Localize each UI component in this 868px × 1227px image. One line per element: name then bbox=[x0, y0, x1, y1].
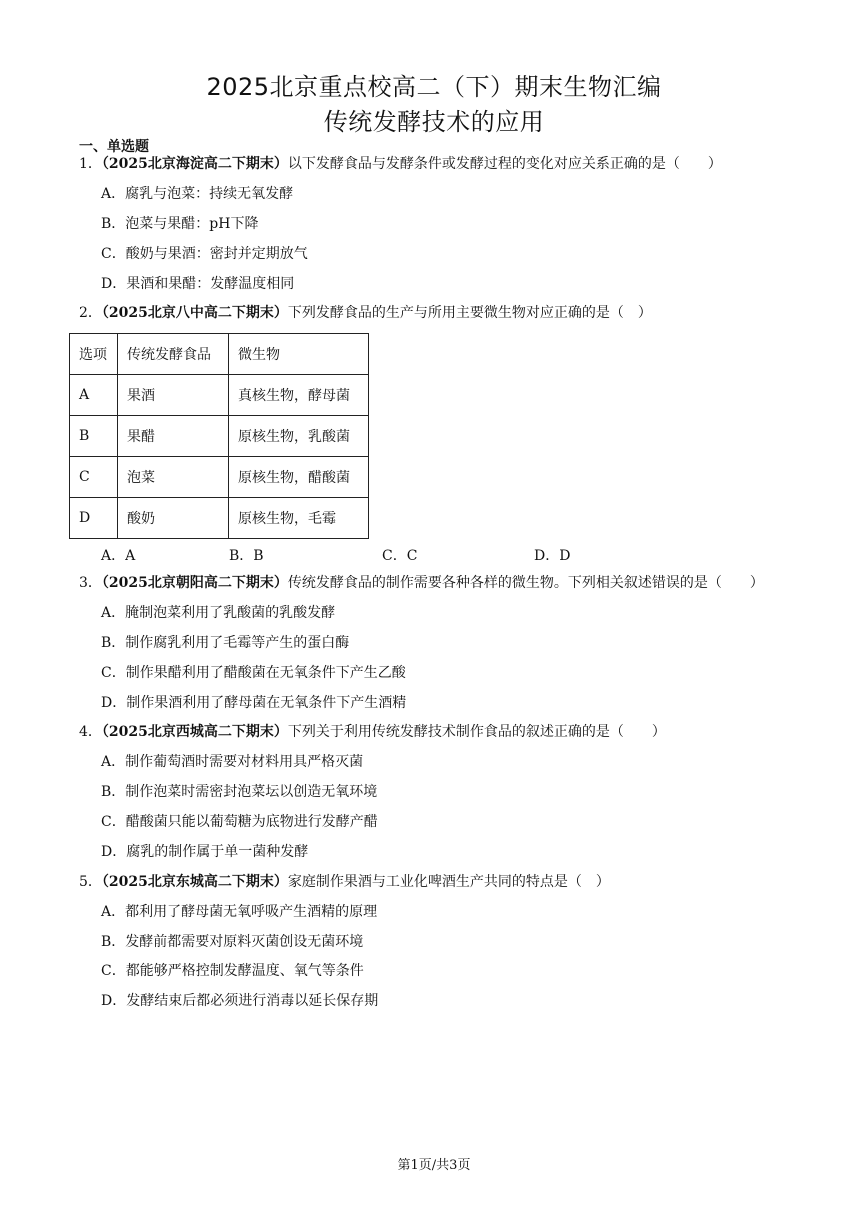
section-heading: 一、单选题 bbox=[79, 139, 149, 155]
question-stem: 家庭制作果酒与工业化啤酒生产共同的特点是（ ） bbox=[287, 874, 610, 890]
option-label: D． bbox=[534, 548, 560, 564]
option-d bbox=[101, 992, 378, 1010]
option-c bbox=[101, 664, 406, 682]
question-number: 4． bbox=[79, 724, 102, 740]
option-label: B． bbox=[101, 635, 126, 651]
table-row bbox=[70, 498, 369, 539]
option-text: 制作泡菜时需密封泡菜坛以创造无氧环境 bbox=[125, 784, 378, 800]
option-c bbox=[101, 245, 308, 263]
question-4 bbox=[79, 723, 666, 741]
option-text: 腐乳的制作属于单一菌种发酵 bbox=[126, 844, 309, 860]
question-1 bbox=[79, 155, 722, 173]
question-stem: 以下发酵食品与发酵条件或发酵过程的变化对应关系正确的是（ ） bbox=[287, 156, 722, 172]
page-footer: 第1页/共3页 bbox=[397, 1158, 471, 1173]
option-label: B． bbox=[101, 934, 126, 950]
option-text: 制作果醋利用了醋酸菌在无氧条件下产生乙酸 bbox=[125, 665, 406, 681]
question-stem: 传统发酵食品的制作需要各种各样的微生物。下列相关叙述错误的是（ ） bbox=[287, 575, 764, 591]
option-text: 酸奶与果酒：密封并定期放气 bbox=[125, 246, 308, 262]
table-cell: 泡菜 bbox=[118, 457, 229, 498]
question-3 bbox=[79, 574, 764, 592]
table-cell: 原核生物，乳酸菌 bbox=[229, 416, 369, 457]
option-label: D． bbox=[101, 695, 127, 711]
question-source: （2025北京东城高二下期末） bbox=[101, 874, 288, 890]
question-source: （2025北京西城高二下期末） bbox=[101, 724, 288, 740]
question-source: （2025北京八中高二下期末） bbox=[101, 305, 288, 321]
question-stem: 下列发酵食品的生产与所用主要微生物对应正确的是（ ） bbox=[287, 305, 652, 321]
table-header: 选项 bbox=[70, 334, 118, 375]
option-label: A． bbox=[101, 605, 126, 621]
question-source: （2025北京朝阳高二下期末） bbox=[101, 575, 288, 591]
option-label: A． bbox=[101, 548, 126, 564]
option-text: 制作葡萄酒时需要对材料用具严格灭菌 bbox=[125, 754, 364, 770]
option-d bbox=[101, 843, 308, 861]
question-number: 5． bbox=[79, 874, 102, 890]
option-c bbox=[101, 962, 364, 980]
choice-a bbox=[101, 545, 135, 565]
option-a bbox=[101, 753, 363, 771]
question-2 bbox=[79, 304, 652, 322]
document-title: 2025北京重点校高二（下）期末生物汇编 bbox=[206, 73, 662, 101]
option-label: B． bbox=[101, 784, 126, 800]
question-5 bbox=[79, 873, 610, 891]
option-b bbox=[101, 215, 258, 233]
option-label: A． bbox=[101, 904, 126, 920]
option-c bbox=[101, 813, 378, 831]
table-header: 微生物 bbox=[229, 334, 369, 375]
question-number: 2． bbox=[79, 305, 102, 321]
question-number: 3． bbox=[79, 575, 102, 591]
question-source: （2025北京海淀高二下期末） bbox=[101, 156, 288, 172]
option-text: 都利用了酵母菌无氧呼吸产生酒精的原理 bbox=[125, 904, 378, 920]
option-text: A bbox=[125, 548, 136, 564]
option-label: C． bbox=[101, 246, 126, 262]
option-label: D． bbox=[101, 276, 127, 292]
option-a bbox=[101, 185, 293, 203]
choice-c bbox=[382, 545, 417, 565]
document-subtitle: 传统发酵技术的应用 bbox=[323, 108, 545, 136]
option-a bbox=[101, 903, 377, 921]
option-label: B． bbox=[229, 548, 254, 564]
question-stem: 下列关于利用传统发酵技术制作食品的叙述正确的是（ ） bbox=[287, 724, 666, 740]
option-label: A． bbox=[101, 186, 126, 202]
option-label: A． bbox=[101, 754, 126, 770]
table-cell: D bbox=[70, 498, 118, 539]
table-header: 传统发酵食品 bbox=[118, 334, 229, 375]
option-text: 泡菜与果醋：pH下降 bbox=[125, 216, 259, 232]
table-cell: 酸奶 bbox=[118, 498, 229, 539]
option-d bbox=[101, 694, 406, 712]
option-label: C． bbox=[101, 963, 126, 979]
option-label: C． bbox=[382, 548, 407, 564]
option-label: C． bbox=[101, 814, 126, 830]
choice-b bbox=[229, 545, 264, 565]
option-d bbox=[101, 275, 294, 293]
option-label: D． bbox=[101, 993, 127, 1009]
table-cell: C bbox=[70, 457, 118, 498]
table-row bbox=[70, 375, 369, 416]
question-number: 1． bbox=[79, 156, 102, 172]
option-text: 发酵结束后都必须进行消毒以延长保存期 bbox=[126, 993, 379, 1009]
table-cell: 果醋 bbox=[118, 416, 229, 457]
option-label: D． bbox=[101, 844, 127, 860]
table-cell: 真核生物，酵母菌 bbox=[229, 375, 369, 416]
table-row bbox=[70, 416, 369, 457]
option-label: B． bbox=[101, 216, 126, 232]
option-text: D bbox=[559, 548, 571, 564]
option-text: 制作腐乳利用了毛霉等产生的蛋白酶 bbox=[125, 635, 350, 651]
choice-d bbox=[534, 545, 570, 565]
table-header-row bbox=[70, 334, 369, 375]
option-a bbox=[101, 604, 335, 622]
option-b bbox=[101, 634, 349, 652]
table-cell: 果酒 bbox=[118, 375, 229, 416]
option-label: C． bbox=[101, 665, 126, 681]
option-text: 腐乳与泡菜：持续无氧发酵 bbox=[125, 186, 294, 202]
table-cell: 原核生物，毛霉 bbox=[229, 498, 369, 539]
table-cell: A bbox=[70, 375, 118, 416]
answer-table bbox=[69, 333, 369, 539]
option-text: 腌制泡菜利用了乳酸菌的乳酸发酵 bbox=[125, 605, 336, 621]
option-text: B bbox=[253, 548, 264, 564]
option-text: 果酒和果醋：发酵温度相同 bbox=[126, 276, 295, 292]
option-text: 制作果酒利用了酵母菌在无氧条件下产生酒精 bbox=[126, 695, 407, 711]
option-text: 都能够严格控制发酵温度、氧气等条件 bbox=[125, 963, 364, 979]
table-row bbox=[70, 457, 369, 498]
option-text: 发酵前都需要对原料灭菌创设无菌环境 bbox=[125, 934, 364, 950]
option-b bbox=[101, 933, 363, 951]
option-text: 醋酸菌只能以葡萄糖为底物进行发酵产醋 bbox=[125, 814, 378, 830]
option-b bbox=[101, 783, 377, 801]
table-cell: B bbox=[70, 416, 118, 457]
table-cell: 原核生物，醋酸菌 bbox=[229, 457, 369, 498]
option-text: C bbox=[406, 548, 418, 564]
